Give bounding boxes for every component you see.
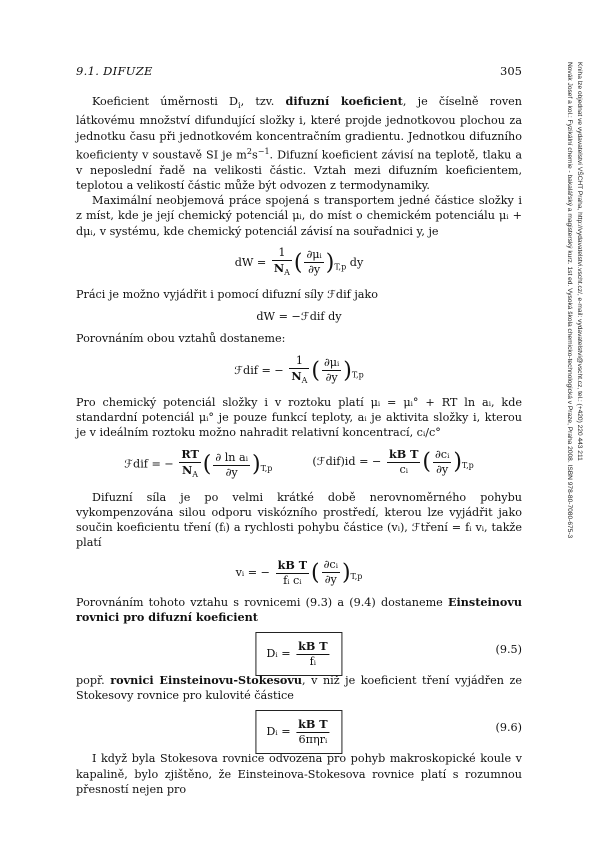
equation-9-6-row	[76, 708, 522, 746]
equation-number-9-5: (9.5)	[495, 642, 522, 656]
paragraph-force: Práci je možno vyjádřit i pomocí difuzní síly ℱdif jako	[76, 288, 378, 302]
copyright-line-1: Novák Josef a kol.: Fyzikální chemie - bakalářský a magisterský kurz. 1st ed. Vysoká škola chemicko-technologická v Praze, Praha 2008. ISBN 978-80-7080-675-3	[566, 62, 573, 539]
body-text	[76, 94, 522, 797]
equation-dw-force: dW = −ℱdif dy	[256, 310, 342, 324]
page-header	[76, 64, 522, 80]
equation-number-9-6: (9.6)	[495, 721, 522, 735]
term-difuzni-koeficient: difuzní koeficient	[285, 94, 403, 108]
equation-velocity: vᵢ = − $\frac{\text{kB T}}{\text{fᵢ cᵢ}}$ ( $\frac{\text{∂cᵢ}}{\partial y}$ )$_{T,p}$	[235, 557, 363, 587]
equation-fdif: ℱdif = − $\frac{1}{N_A}$ ( $\frac{\text{∂μᵢ}}{\partial y}$ )$_{T,p}$	[234, 353, 364, 385]
paragraph-stokes: popř. rovnici Einsteinovu-Stokesovu, v níž je koeficient tření vyjádřen ze Stokesovy rovnice pro kulovité částice	[76, 672, 522, 703]
equation-fdif-pair: ℱdif = − $\frac{RT}{N_A}$ ( $\frac{\text{∂ ln aᵢ}}{\partial y}$ )$_{T,p}$ (ℱdif)id = − $\frac{\text{kB T}}{\text{cᵢ}}$ ( $\frac{\text{∂cᵢ}}{\partial y}$ )$_{T,p}$	[124, 447, 474, 480]
copyright-sidebar	[565, 62, 589, 742]
paragraph-friction: Difuzní síla je po velmi krátké době nerovnoměrného pohybu vykompenzována silou odporu viskózního prostředí, kterou lze vyjádřit jako součin koeficientu tření (fᵢ) a rychlosti pohybu částice (vᵢ), ℱtření = fᵢ vᵢ, takže platí	[76, 490, 522, 550]
paragraph-max-work: Maximální neobjemová práce spojená s transportem jedné částice složky i z míst, kde je její chemický potenciál μᵢ, do míst o chemickém potenciálu μᵢ + dμᵢ, v systému, kde chemický potenciál závisí na souřadnici y, je	[76, 194, 522, 238]
paragraph-final: I když byla Stokesova rovnice odvozena pro pohyb makroskopické koule v kapalině, bylo zjištěno, že Einsteinova-Stokesova rovnice platí s rozumnou přesností nejen pro	[76, 752, 522, 796]
paragraph-diffusion-coefficient: Koeficient úměrnosti $D_i$, tzv. difuzní koeficient, je číselně roven látkovému množství difundující složky i, které projde jednotkovou plochou za jednotku času při jednotkovém koncentračním gradientu. Jednotkou difuzního koeficienty v soustavě SI je $m^2s^{-1}$. Difuzní koeficient závisí na teplotě, tlaku a v neposlední řadě na velikosti částic. Vztah mezi difuzním koeficientem, teplotou a velikostí částic může být odvozen z termodynamiky.	[76, 94, 523, 192]
term-einstein-equation: Einsteinovu rovnici pro difuzní koeficient	[76, 594, 522, 624]
section-title: 9.1. DIFUZE	[76, 64, 153, 78]
paragraph-compare: Porovnáním obou vztahů dostaneme:	[76, 332, 286, 346]
page-number: 305	[500, 64, 522, 78]
paragraph-einstein: Porovnáním tohoto vztahu s rovnicemi (9.3) a (9.4) dostaneme Einsteinovu rovnici pro difuzní koeficient	[76, 594, 522, 624]
paragraph-chemical-potential: Pro chemický potenciál složky i v roztoku platí μᵢ = μᵢ° + RT ln aᵢ, kde standardní potenciál μᵢ° je pouze funkcí teploty, aᵢ je aktivita složky i, kterou je v ideálním roztoku možno nahradit relativní koncentrací, cᵢ/c°	[76, 395, 522, 440]
equation-9-5-row	[76, 630, 522, 668]
equation-dw: dW = $\frac{1}{N_A}$ ( $\frac{\text{∂μᵢ}}{\partial y}$ )$_{T,p}$ dy	[234, 245, 364, 278]
equation-9-5-box: Dᵢ = $\frac{\text{kB T}}{\text{fᵢ}}$	[255, 632, 342, 676]
copyright-line-2: Kniha lze objednat ve vydavatelství VŠCHT Praha, http://vydavatelstvi.vscht.cz/, e-mail: vydavatelstvi@vscht.cz, tel.: (+420) 220 443 211	[576, 62, 583, 461]
term-einstein-stokes: rovnici Einsteinovu-Stokesovu	[110, 672, 303, 687]
equation-9-6-box: Dᵢ = $\frac{\text{kB T}}{\text{6πηrᵢ}}$	[255, 710, 342, 754]
